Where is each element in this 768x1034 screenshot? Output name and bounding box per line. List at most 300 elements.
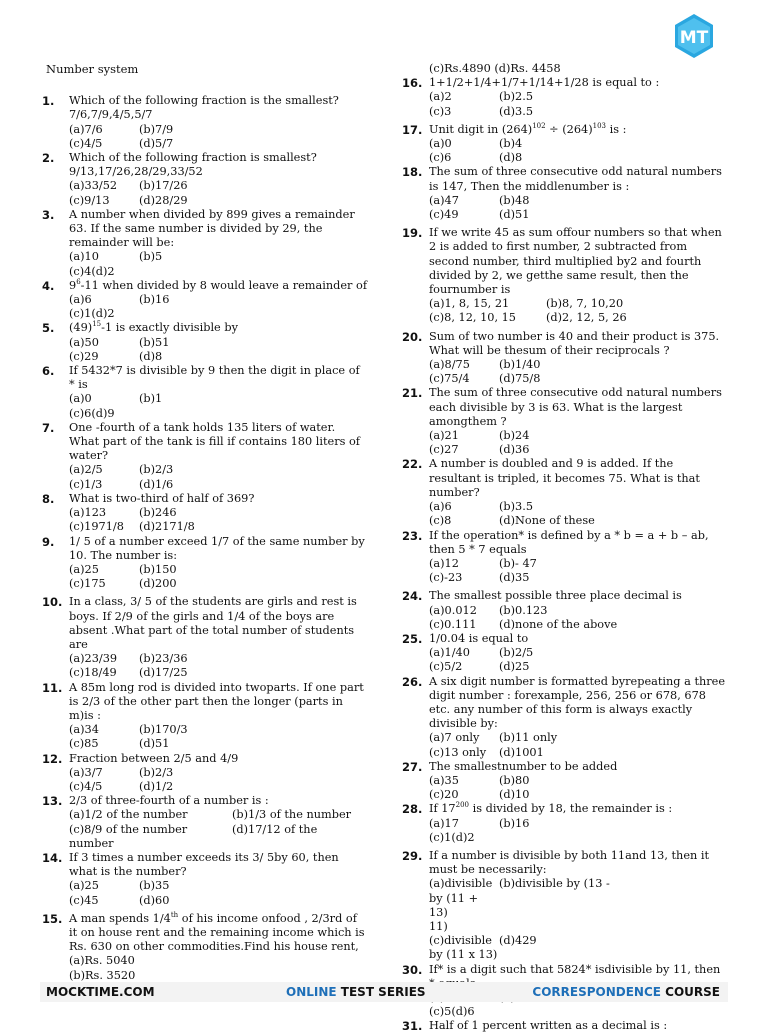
question-values: 7/6,7/9,4/5,5/7: [69, 108, 153, 122]
option: (d)2171/8: [139, 520, 195, 534]
option-row: [429, 358, 728, 372]
question-item: [402, 802, 728, 849]
question-item: [42, 492, 367, 535]
option-row: [429, 660, 728, 674]
options-block: [69, 179, 367, 207]
question-number: 7.: [42, 420, 55, 435]
option-row: [429, 90, 728, 104]
options-block: [69, 463, 367, 491]
option-row: [69, 520, 367, 534]
option-row: [429, 774, 728, 788]
options-block: [429, 90, 728, 118]
option: (d)200: [139, 577, 177, 591]
option-row: [69, 407, 367, 421]
question-number: 29.: [402, 848, 423, 863]
option: (c)1(d)2: [429, 830, 475, 844]
option-row: [69, 123, 367, 137]
question-item: [402, 760, 728, 803]
question-item: [402, 529, 728, 590]
option-row: [429, 618, 728, 632]
option: (d)28/29: [139, 193, 188, 207]
option: [232, 837, 367, 851]
option-row: [429, 646, 728, 660]
question-text: [69, 752, 367, 766]
question-item: [402, 849, 728, 963]
question-number: 9.: [42, 534, 55, 549]
option-row: [429, 920, 728, 934]
question-number: 8.: [42, 491, 55, 506]
option: (b)17/26: [139, 179, 188, 193]
option: (c)6(d)9: [69, 406, 115, 420]
question-body: -11 when divided by 8 would leave a remainder of: [80, 278, 368, 292]
question-text-mid: ÷ (264): [545, 122, 593, 136]
question-number: 23.: [402, 528, 423, 543]
question-item: [42, 912, 367, 987]
option: (a)7/6: [69, 122, 103, 136]
option: (b)divisible by (13 -: [499, 877, 610, 891]
question-number: 26.: [402, 674, 423, 689]
option: (c)0.111: [429, 617, 477, 631]
question-number: 5.: [42, 321, 55, 336]
question-item: [42, 752, 367, 795]
option: (b)2.5: [499, 90, 534, 104]
option: (a)123: [69, 506, 107, 520]
option: (d)1001: [499, 745, 544, 759]
option-row: [69, 577, 367, 591]
option: (b)80: [499, 773, 530, 787]
option-row: [69, 652, 367, 666]
option: (a)25: [69, 879, 99, 893]
option-row: [429, 311, 728, 325]
question-item: [402, 589, 728, 632]
option: (c)75/4: [429, 372, 470, 386]
question-item: [42, 535, 367, 596]
option-row: [69, 879, 367, 893]
question-item: [42, 794, 367, 851]
question-body: 2/3 of three-fourth of a number is :: [69, 794, 269, 808]
question-number: 27.: [402, 759, 423, 774]
option: (c)5/2: [429, 660, 463, 674]
options-block: [69, 123, 367, 151]
question-body: is :: [606, 122, 627, 136]
question-number: 14.: [42, 850, 63, 865]
option-row: [429, 746, 728, 760]
question-body: A number when divided by 899 gives a remainder 63. If the same number is divided by 29, the remainder will be:: [69, 207, 355, 250]
question-number: 10.: [42, 595, 63, 610]
option: (a)0: [429, 137, 452, 151]
options-block: [69, 808, 367, 851]
question-number: 11.: [42, 680, 63, 695]
option: (c)18/49: [69, 666, 117, 680]
question-list-right: [402, 76, 728, 1033]
option: (a)12: [429, 556, 459, 570]
option: (d)3.5: [499, 104, 534, 118]
footer-online-test-series: ONLINE TEST SERIES: [286, 985, 426, 999]
option-row: [69, 666, 367, 680]
question-text: [429, 802, 728, 816]
question-body: If 5432*7 is divisible by 9 then the digit in place of * is: [69, 364, 360, 392]
option-row: [69, 766, 367, 780]
option: (b)1: [139, 392, 163, 406]
option: (b)7/9: [139, 122, 174, 136]
option-row: [69, 780, 367, 794]
question-number: 30.: [402, 962, 423, 977]
question-item: [42, 364, 367, 421]
question-number: 28.: [402, 802, 423, 817]
option: (d)17/12 of the: [232, 822, 318, 836]
question-item: [42, 94, 367, 151]
option: (d)429: [499, 934, 537, 948]
option: [139, 407, 367, 421]
question-text-pre: Unit digit in (264): [429, 122, 533, 136]
question-item: [402, 123, 728, 166]
option: (b)246: [139, 506, 177, 520]
question-text: [69, 321, 367, 335]
question-text-pre: A man spends 1/4: [69, 911, 171, 925]
option-row: [429, 137, 728, 151]
option: (c)1(d)2: [69, 307, 115, 321]
question-body: Half of 1 percent written as a decimal is :: [429, 1019, 668, 1033]
option: (c)8, 12, 10, 15: [429, 311, 516, 325]
question-text: [69, 535, 367, 563]
option-row: [429, 151, 728, 165]
question-body: One -fourth of a tank holds 135 liters of water. What part of the tank is fill if contains 180 liters of water?: [69, 420, 360, 463]
option: (a)6: [69, 293, 92, 307]
question-text: [69, 492, 367, 506]
option: (a)1/2 of the number: [69, 808, 188, 822]
question-text-pre: If 17: [429, 802, 456, 816]
options-block: [429, 500, 728, 528]
option: (d)none of the above: [499, 617, 618, 631]
option: (c)29: [69, 349, 99, 363]
option-row: [429, 877, 728, 920]
option-row: [429, 831, 728, 845]
option: number: [69, 836, 114, 850]
option-row: [69, 307, 367, 321]
option-row: [429, 208, 728, 222]
options-block: [429, 358, 728, 386]
question-body: In a class, 3/ 5 of the students are girls and rest is boys. If 2/9 of the girls and 1/4 of the boys are absent .What part of the total number of students are: [69, 595, 357, 651]
question-item: [42, 279, 367, 322]
question-item: [402, 386, 728, 457]
option-row: [69, 179, 367, 193]
superscript: 102: [532, 122, 546, 131]
option: (d)36: [499, 443, 530, 457]
option: (b)1/40: [499, 358, 541, 372]
option: (c)-23: [429, 571, 463, 585]
superscript: 200: [455, 801, 469, 810]
question-body: The sum of three consecutive odd natural numbers is 147, Then the middlenumber is :: [429, 165, 722, 193]
option: (a)25: [69, 562, 99, 576]
question-text: [429, 330, 728, 358]
option: 11): [429, 919, 448, 933]
carryover-text: (c)Rs.4890 (d)Rs. 4458: [429, 62, 561, 75]
option-row: [429, 731, 728, 745]
option-row: [429, 297, 728, 311]
question-body: If 3 times a number exceeds its 3/ 5by 60, then what is the number?: [69, 850, 339, 879]
option-row: [69, 723, 367, 737]
question-text: [69, 794, 367, 808]
option-row: [429, 443, 728, 457]
option: (d)8: [139, 349, 163, 363]
option: (b)4: [499, 137, 523, 151]
question-number: 24.: [402, 589, 423, 604]
option: (c)49: [429, 208, 459, 222]
option-row: [69, 837, 367, 851]
question-number: 4.: [42, 278, 55, 293]
option-row: [429, 105, 728, 119]
option: [139, 265, 367, 279]
question-text: [69, 421, 367, 464]
question-text: [69, 912, 367, 955]
option: (b)5: [139, 250, 163, 264]
question-text: [429, 589, 728, 603]
option: (d)60: [139, 893, 170, 907]
option-row: [69, 350, 367, 364]
option-row: [69, 137, 367, 151]
option-row: [429, 788, 728, 802]
option-row: [69, 563, 367, 577]
question-item: [42, 208, 367, 279]
question-item: [42, 151, 367, 208]
option-row: [429, 372, 728, 386]
question-number: 12.: [42, 751, 63, 766]
question-body: A number is doubled and 9 is added. If the resultant is tripled, it becomes 75. What is that number?: [429, 457, 700, 499]
option: (c)4/5: [69, 136, 103, 150]
option: (c)5(d)6: [429, 1005, 475, 1019]
option: (a)2/5: [69, 463, 103, 477]
question-body: of his income onfood , 2/3rd of it on house rent and the remaining income which is Rs. 630 on other commodities.Find his house rent,: [69, 911, 365, 954]
superscript: th: [170, 911, 179, 920]
question-item: [42, 595, 367, 680]
options-block: [69, 336, 367, 364]
option-row: [69, 265, 367, 279]
question-body: -1 is exactly divisible by: [101, 321, 238, 335]
options-block: [429, 731, 728, 759]
option-row: [69, 478, 367, 492]
question-list-left: [42, 94, 367, 987]
options-block: [69, 766, 367, 794]
question-text: [69, 94, 367, 108]
footer-correspondence-course: CORRESPONDENCE COURSE: [532, 985, 720, 999]
question-body: A six digit number is formatted byrepeating a three digit number : forexample, 256, 256 or 678, 678 etc. any number of this form is always exactly divisible by:: [429, 674, 726, 731]
option-row: [429, 817, 728, 831]
question-text: [429, 123, 728, 137]
question-item: [402, 226, 728, 329]
option-row: [429, 571, 728, 585]
option: (b)11 only: [499, 731, 558, 745]
options-block: [69, 954, 367, 982]
option-row: [69, 823, 367, 837]
question-item: [42, 321, 367, 364]
option: (d)8: [499, 151, 523, 165]
options-block: [429, 429, 728, 457]
question-text: [69, 279, 367, 293]
question-item: [402, 330, 728, 387]
option: (a)3/7: [69, 765, 103, 779]
question-text: [69, 595, 367, 652]
question-number: 20.: [402, 329, 423, 344]
option: (d)1/2: [139, 779, 174, 793]
options-block: [429, 604, 728, 632]
options-block: [429, 137, 728, 165]
question-body: The smallestnumber to be added: [429, 759, 618, 773]
option: (b)8, 7, 10,20: [546, 297, 624, 311]
question-text: [429, 632, 728, 646]
question-text: [429, 457, 728, 500]
question-item: [42, 681, 367, 752]
question-text: [429, 1019, 728, 1033]
option: (a)Rs. 5040 (b)Rs. 3520: [69, 954, 136, 982]
option-row: [69, 737, 367, 751]
question-number: 1.: [42, 94, 55, 109]
question-item: [402, 1019, 728, 1033]
option: (a)8/75: [429, 358, 470, 372]
mocktime-logo: [670, 12, 718, 60]
option: (c)9/13: [69, 193, 110, 207]
option: (b)2/5: [499, 646, 534, 660]
question-item: [402, 457, 728, 528]
option: (c)3: [429, 104, 452, 118]
options-block: [69, 879, 367, 907]
option: (b)2/3: [139, 463, 174, 477]
footer-site[interactable]: MOCKTIME.COM: [46, 985, 155, 999]
question-number: 31.: [402, 1019, 423, 1034]
option: (a)2: [429, 90, 452, 104]
option: [139, 307, 367, 321]
question-item: [402, 76, 728, 123]
question-body: If the operation* is defined by a * b = a + b – ab, then 5 * 7 equals: [429, 528, 709, 556]
question-text: [429, 386, 728, 429]
option: (a)47: [429, 193, 459, 207]
section-title: Number system: [46, 62, 139, 76]
options-block: [69, 723, 367, 751]
option: (a)35: [429, 773, 459, 787]
question-body: Sum of two number is 40 and their product is 375. What will be thesum of their reciprocals ?: [429, 329, 720, 357]
superscript: 15: [92, 320, 102, 329]
option: (b)- 47: [499, 556, 537, 570]
options-block: [69, 392, 367, 420]
option-row: [69, 194, 367, 208]
option: (b)3.5: [499, 500, 534, 514]
option: (c)13 only: [429, 745, 487, 759]
option: (c)27: [429, 443, 459, 457]
question-number: 18.: [402, 165, 423, 180]
option: (d)51: [139, 737, 170, 751]
option-row: [429, 557, 728, 571]
superscript: 103: [592, 122, 606, 131]
option: (d)2, 12, 5, 26: [546, 311, 627, 325]
question-text: [429, 76, 728, 90]
option: (c)8/9 of the number: [69, 822, 188, 836]
options-block: [429, 646, 728, 674]
question-text: [429, 760, 728, 774]
question-item: [402, 165, 728, 226]
question-number: 2.: [42, 151, 55, 166]
question-text: [429, 849, 728, 877]
option: (a)divisible by (11 + 13): [429, 877, 493, 919]
svg-text:MT: MT: [679, 28, 709, 48]
option: (d)10: [499, 788, 530, 802]
superscript: 6: [76, 278, 81, 287]
question-number: 22.: [402, 457, 423, 472]
option: (a)34: [69, 723, 99, 737]
option-row: [429, 429, 728, 443]
question-text: [429, 226, 728, 297]
option: (a)1, 8, 15, 21: [429, 297, 510, 311]
option: (c)divisible by (11 x 13): [429, 934, 498, 962]
option-row: [69, 954, 367, 982]
option: (b)16: [139, 293, 170, 307]
option-row: [429, 194, 728, 208]
question-number: 19.: [402, 226, 423, 241]
option: (b)24: [499, 429, 530, 443]
option-row: [429, 604, 728, 618]
question-body: 1/0.04 is equal to: [429, 631, 529, 645]
question-text: [429, 529, 728, 557]
option: (b)0.123: [499, 603, 548, 617]
question-body: The smallest possible three place decimal is: [429, 589, 682, 603]
option-row: [69, 808, 367, 822]
footer-bar: [40, 982, 728, 1002]
left-column: [42, 62, 367, 987]
option: (d)1/6: [139, 477, 174, 491]
option: (a)6: [429, 500, 452, 514]
option: (c)1/3: [69, 477, 103, 491]
option-row: [429, 514, 728, 528]
option-row: [429, 1005, 728, 1019]
option: (b)51: [139, 335, 170, 349]
question-base: (49): [69, 321, 93, 335]
option: (c)4(d)2: [69, 264, 115, 278]
question-number: 15.: [42, 911, 63, 926]
option: (d)25: [499, 660, 530, 674]
option-row: [69, 894, 367, 908]
question-text: [69, 208, 367, 251]
options-block: [429, 774, 728, 802]
question-item: [42, 421, 367, 492]
options-block: [69, 506, 367, 534]
option: (a)21: [429, 429, 459, 443]
question-item: [402, 675, 728, 760]
option: (b)23/36: [139, 652, 188, 666]
option: (c)45: [69, 893, 99, 907]
option-row: [69, 336, 367, 350]
option-row: [69, 250, 367, 264]
option: (c)4/5: [69, 779, 103, 793]
question-number: 25.: [402, 631, 423, 646]
option: (a)50: [69, 335, 99, 349]
question-number: 16.: [402, 76, 423, 91]
option: [499, 831, 728, 845]
option: (c)6: [429, 151, 452, 165]
option: (b)2/3: [139, 765, 174, 779]
options-block: [429, 297, 728, 325]
option: (b)1/3 of the number: [232, 808, 352, 822]
question-text: [69, 364, 367, 392]
option: (a)1/40: [429, 646, 470, 660]
options-block: [69, 250, 367, 278]
option: (a)10: [69, 250, 99, 264]
option-row: [69, 463, 367, 477]
options-block: [69, 563, 367, 591]
option: (a)23/39: [69, 652, 118, 666]
option: (b)170/3: [139, 723, 188, 737]
right-column: [402, 62, 728, 1034]
question-number: 13.: [42, 794, 63, 809]
options-block: [429, 557, 728, 585]
question-body: Which of the following fraction is the smallest?: [69, 94, 339, 108]
